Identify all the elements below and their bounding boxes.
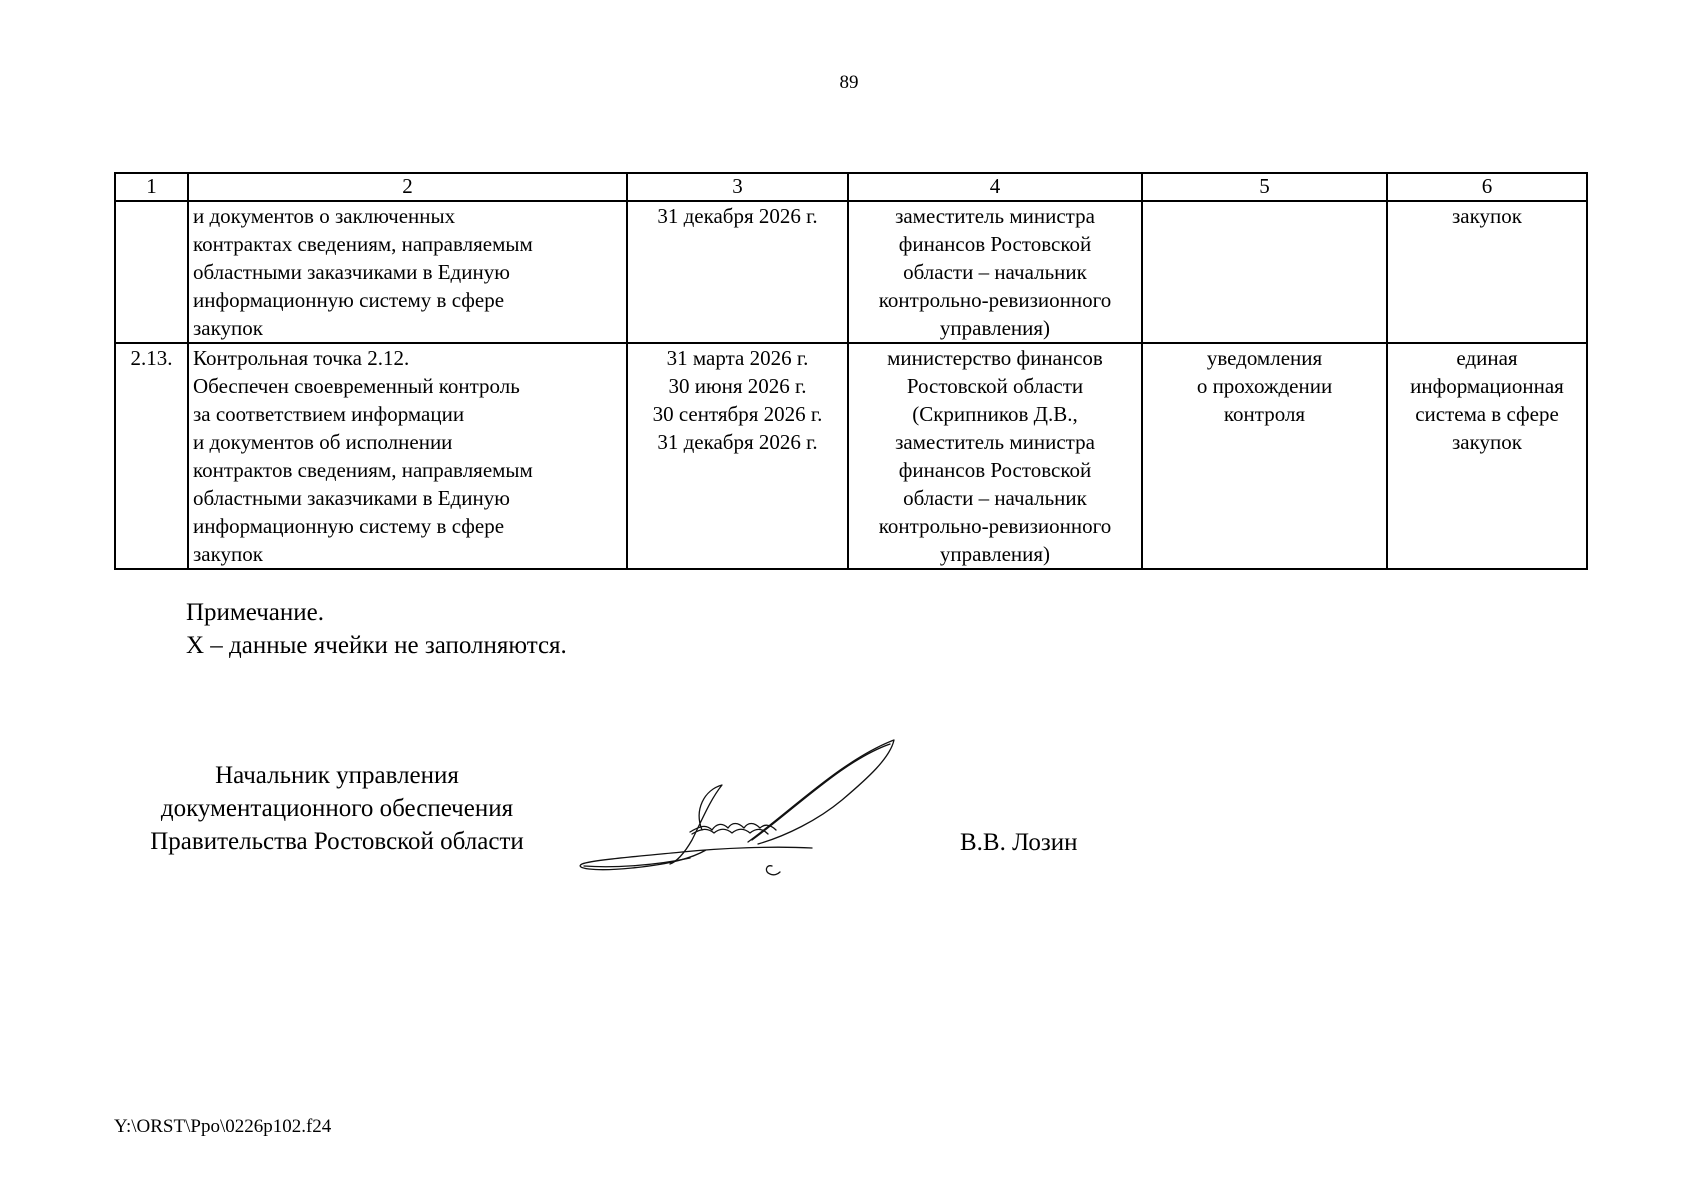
cell-line: контроля xyxy=(1223,402,1306,426)
header-cell: 4 xyxy=(848,173,1142,201)
table-header-row xyxy=(115,173,1587,201)
cell-line: информационная xyxy=(1410,374,1564,398)
cell-line: 31 декабря 2026 г. xyxy=(657,204,818,228)
position-line: Правительства Ростовской области xyxy=(150,828,524,855)
row-number-cell: 2.13. xyxy=(115,343,188,569)
cell-line: Обеспечен своевременный контроль xyxy=(193,374,520,398)
cell-line: области – начальник xyxy=(903,260,1087,284)
note-text: Х – данные ячейки не заполняются. xyxy=(186,632,567,659)
cell-line: 31 декабря 2026 г. xyxy=(657,430,818,454)
cell-line: Контрольная точка 2.12. xyxy=(193,346,410,370)
header-cell: 3 xyxy=(627,173,848,201)
cell-line: и документов об исполнении xyxy=(193,430,453,454)
cell-line: контрольно-ревизионного xyxy=(878,288,1112,312)
row-number-cell xyxy=(115,201,188,343)
header-cell: 1 xyxy=(115,173,188,201)
cell-line: о прохождении xyxy=(1196,374,1333,398)
position-line: документационного обеспечения xyxy=(160,795,514,822)
cell-line: 30 сентября 2026 г. xyxy=(652,402,823,426)
system-cell xyxy=(1387,201,1587,343)
cell-line: система в сфере xyxy=(1415,402,1559,426)
cell-line: закупок xyxy=(1452,204,1522,228)
cell-line: за соответствием информации xyxy=(193,402,465,426)
cell-line: информационную систему в сфере xyxy=(193,514,505,538)
cell-line: Ростовской области xyxy=(906,374,1084,398)
table-row xyxy=(115,201,1587,343)
dates-cell xyxy=(627,343,848,569)
cell-line: и документов о заключенных xyxy=(193,204,456,228)
dates-cell xyxy=(627,201,848,343)
cell-line: финансов Ростовской xyxy=(898,232,1092,256)
cell-line: областными заказчиками в Единую xyxy=(193,486,510,510)
file-path: Y:\ORST\Ppo\0226p102.f24 xyxy=(114,1116,332,1137)
note-title: Примечание. xyxy=(186,599,325,626)
cell-line: закупок xyxy=(1452,430,1522,454)
header-cell: 6 xyxy=(1387,173,1587,201)
cell-line: закупок xyxy=(193,542,263,566)
cell-line: управления) xyxy=(939,316,1051,340)
cell-line: 30 июня 2026 г. xyxy=(668,374,807,398)
cell-line: закупок xyxy=(193,316,263,340)
signer-name: В.В. Лозин xyxy=(960,829,1078,856)
cell-line: финансов Ростовской xyxy=(898,458,1092,482)
system-cell xyxy=(1387,343,1587,569)
cell-line: управления) xyxy=(939,542,1051,566)
cell-line: единая xyxy=(1456,346,1518,370)
cell-line: областными заказчиками в Единую xyxy=(193,260,510,284)
header-cell: 2 xyxy=(188,173,627,201)
cell-line: 31 марта 2026 г. xyxy=(666,346,809,370)
signer-position xyxy=(112,759,562,858)
page-number: 89 xyxy=(839,72,859,93)
position-line: Начальник управления xyxy=(215,762,459,789)
plan-table xyxy=(114,172,1588,570)
cell-line: заместитель министра xyxy=(895,204,1095,228)
cell-line: уведомления xyxy=(1206,346,1323,370)
cell-line: заместитель министра xyxy=(895,430,1095,454)
document-cell xyxy=(1142,343,1387,569)
cell-line: министерство финансов xyxy=(887,346,1103,370)
header-cell: 5 xyxy=(1142,173,1387,201)
handwritten-signature-icon xyxy=(572,730,902,885)
description-cell xyxy=(188,201,627,343)
cell-line: контрольно-ревизионного xyxy=(878,514,1112,538)
cell-line: информационную систему в сфере xyxy=(193,288,505,312)
document-cell xyxy=(1142,201,1387,343)
cell-line: области – начальник xyxy=(903,486,1087,510)
cell-line: контрактов сведениям, направляемым xyxy=(193,458,533,482)
responsible-cell xyxy=(848,201,1142,343)
description-cell xyxy=(188,343,627,569)
responsible-cell xyxy=(848,343,1142,569)
table-row xyxy=(115,343,1587,569)
cell-line: (Скрипников Д.В., xyxy=(912,402,1078,426)
note-block xyxy=(186,596,567,662)
cell-line: контрактах сведениям, направляемым xyxy=(193,232,533,256)
